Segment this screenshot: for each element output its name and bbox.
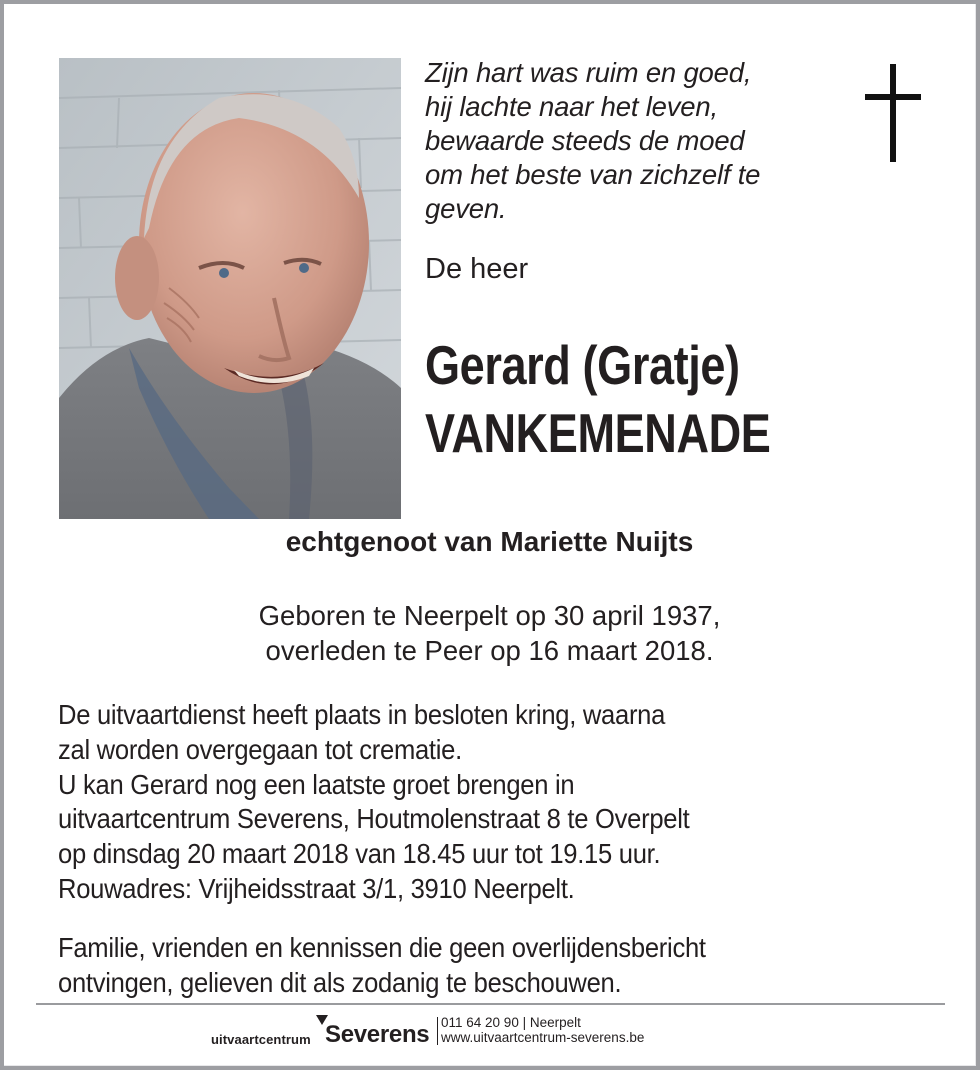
spouse-line: echtgenoot van Mariette Nuijts — [285, 526, 694, 557]
portrait-photo — [59, 58, 401, 519]
portrait-image-icon — [59, 58, 401, 519]
first-name-line: Gerard (Gratje) — [425, 334, 740, 396]
closing-line: ontvingen, gelieven dit als zodanig te beschouwen. — [58, 966, 622, 998]
footer-divider — [36, 1003, 945, 1005]
poem-line: geven. — [425, 193, 507, 224]
details-line: uitvaartcentrum Severens, Houtmolenstraat 8 te Overpelt — [58, 803, 690, 835]
details-line: zal worden overgegaan tot crematie. — [58, 733, 462, 765]
last-name: VANKEMENADE — [425, 402, 771, 464]
funeral-details — [58, 698, 737, 907]
separator — [437, 1017, 438, 1045]
poem-line: Zijn hart was ruim en goed, — [425, 57, 752, 88]
brand-prefix: uitvaartcentrum — [211, 1032, 311, 1047]
poem-line: hij lachte naar het leven, — [425, 91, 718, 122]
details-line: op dinsdag 20 maart 2018 van 18.45 uur tot 19.15 uur. — [58, 838, 661, 870]
details-line: De uitvaartdienst heeft plaats in besloten kring, waarna — [58, 699, 666, 730]
obituary-notice — [4, 4, 976, 1066]
closing-line: Familie, vrienden en kennissen die geen overlijdensbericht — [58, 932, 706, 963]
brand-name: Severens — [325, 1021, 430, 1048]
salutation: De heer — [425, 253, 529, 285]
life-dates — [4, 598, 975, 668]
details-line: Rouwadres: Vrijheidsstraat 3/1, 3910 Neerpelt. — [58, 872, 575, 904]
birth-line: Geboren te Neerpelt op 30 april 1937, — [258, 600, 721, 631]
poem-line: om het beste van zichzelf te — [425, 159, 761, 190]
website-link[interactable]: www.uitvaartcentrum-severens.be — [441, 1030, 645, 1045]
death-line: overleden te Peer op 16 maart 2018. — [265, 635, 714, 666]
memorial-poem — [425, 56, 845, 226]
phone-city: 011 64 20 90 | Neerpelt — [441, 1015, 581, 1030]
contact-info — [441, 1015, 644, 1045]
closing-note — [58, 931, 755, 1001]
poem-line: bewaarde steeds de moed — [425, 125, 745, 156]
details-line: U kan Gerard nog een laatste groet brengen in — [58, 768, 575, 800]
funeral-home-footer — [4, 1013, 975, 1053]
cross-icon — [865, 64, 923, 162]
deceased-name — [425, 331, 770, 467]
